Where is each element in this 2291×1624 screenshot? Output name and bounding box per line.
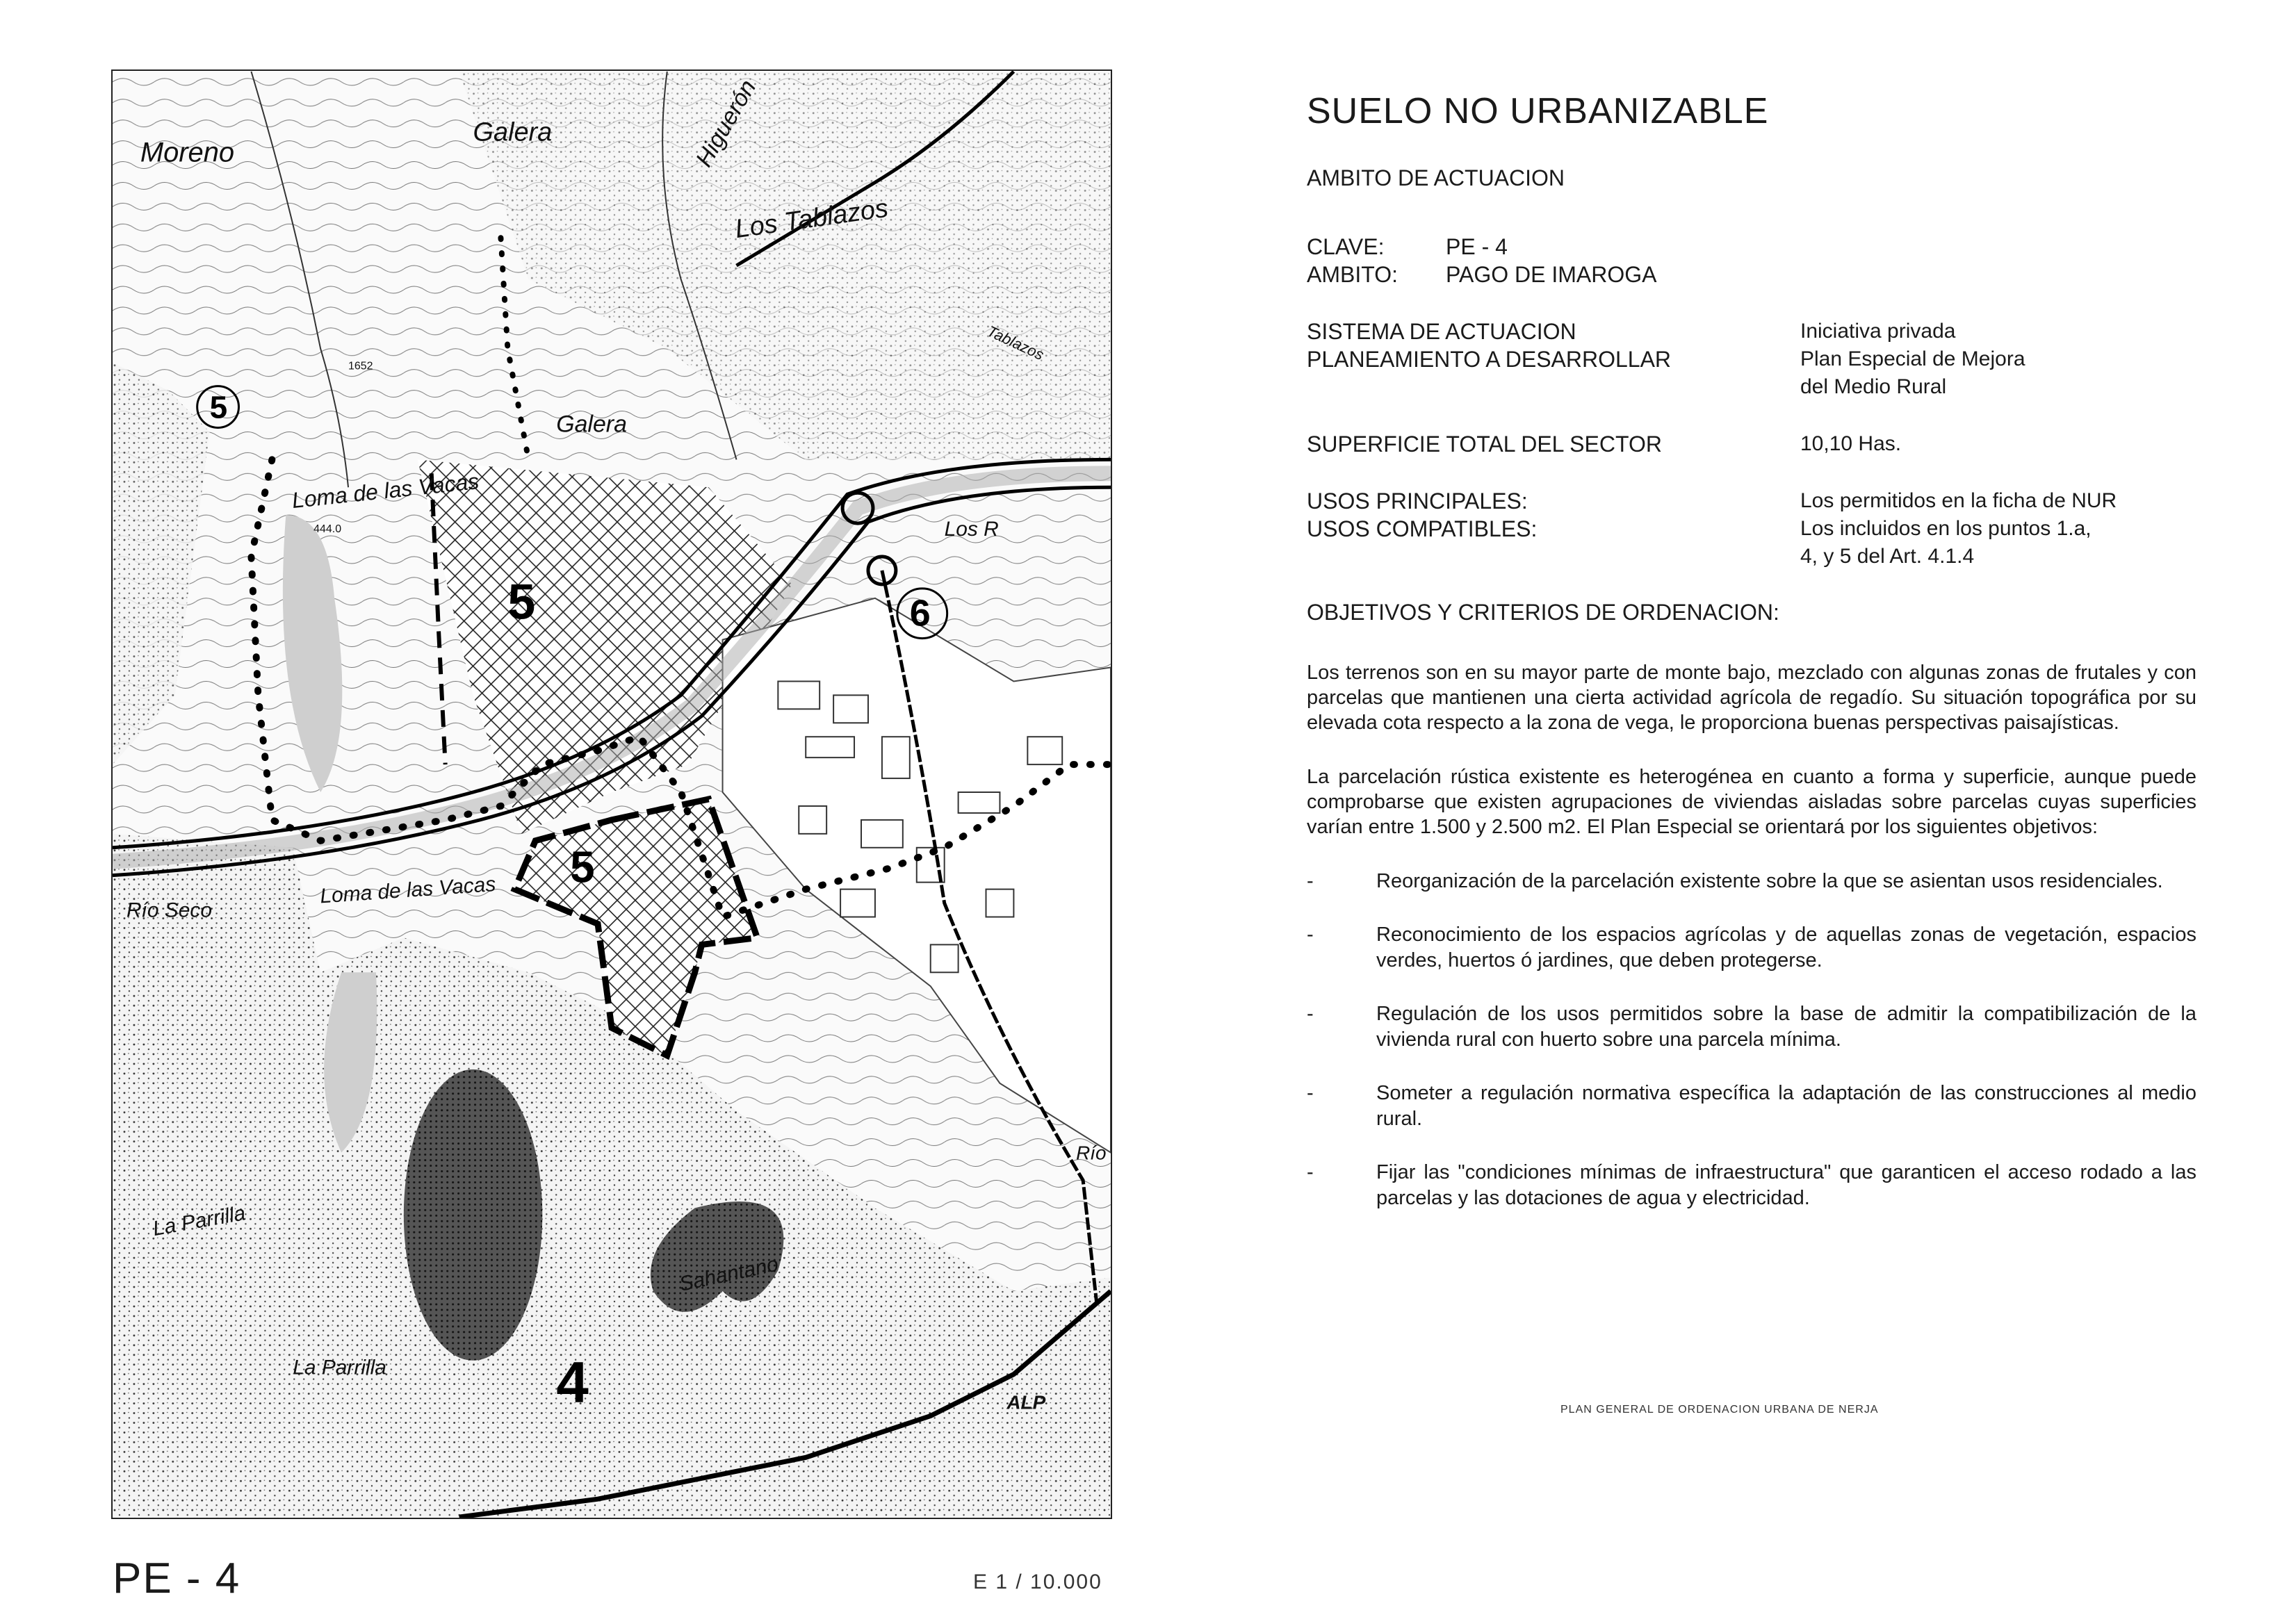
sistema-row: [1307, 318, 2196, 345]
sistema-value: Iniciativa privada: [1800, 320, 1956, 343]
sistema-label: SISTEMA DE ACTUACION: [1307, 319, 1576, 344]
list-item-text: Regulación de los usos permitidos sobre la base de admitir la compatibilización de la vivienda rural con huerto sobre una parcela mínima.: [1376, 1003, 2196, 1051]
planeamiento-value-line: Plan Especial de Mejora: [1800, 347, 2025, 370]
place-name: Río: [1076, 1142, 1107, 1164]
list-item: [1307, 1001, 2196, 1053]
objetivos-heading: OBJETIVOS Y CRITERIOS DE ORDENACION:: [1307, 600, 1779, 625]
place-name: Galera: [473, 117, 553, 147]
place-name: Tablazos: [984, 322, 1047, 364]
list-item: [1307, 1081, 2196, 1132]
zone-label: 5: [507, 574, 536, 630]
paragraph: Los terrenos son en su mayor parte de monte bajo, mezclado con algunas zonas de frutales y con parcelas que mantienen una cierta actividad agrícola de regadío. Su situación topográfica por su elevada cota respecto a la zona de vega, le proporciona buenas perspectivas paisajísticas.: [1307, 662, 2196, 734]
place-name: Loma de las Vacas: [291, 468, 480, 514]
clave-row: [1307, 233, 2196, 261]
zone-label: 5: [570, 842, 595, 892]
page-title: SUELO NO URBANIZABLE: [1307, 91, 1769, 131]
clave-value: PE - 4: [1446, 234, 1508, 259]
planeamiento-label: PLANEAMIENTO A DESARROLLAR: [1307, 347, 1672, 372]
zone-label: 5: [209, 388, 228, 425]
superficie-value: 10,10 Has.: [1800, 432, 1902, 455]
superficie-label: SUPERFICIE TOTAL DEL SECTOR: [1307, 432, 1662, 457]
list-item: [1307, 869, 2196, 894]
bullet-dash: -: [1307, 870, 1314, 892]
usos-compatibles-value-line: Los incluidos en los puntos 1.a,: [1800, 517, 2092, 540]
place-name: La Parrilla: [293, 1356, 386, 1379]
place-name: La Parrilla: [151, 1201, 247, 1241]
map-canvas: [113, 71, 1111, 1518]
usos-principales-value: Los permitidos en la ficha de NUR: [1800, 489, 2117, 512]
clave-label: CLAVE:: [1307, 234, 1385, 259]
usos-principales-row: [1307, 487, 2196, 515]
list-item-text: Fijar las "condiciones mínimas de infraestructura" que garanticen el acceso rodado a las parcelas y las dotaciones de agua y electricidad.: [1376, 1161, 2196, 1209]
place-name: Río Seco: [126, 899, 212, 922]
place-name: Galera: [556, 411, 627, 438]
ambito-label: AMBITO:: [1307, 262, 1398, 287]
usos-compatibles-value-line: 4, y 5 del Art. 4.1.4: [1800, 545, 1975, 568]
usos-compatibles-row: [1307, 515, 2196, 571]
list-item-text: Reconocimiento de los espacios agrícolas y de aquellas zonas de vegetación, espacios verdes, huertos ó jardines, que deben protegerse.: [1376, 924, 2196, 971]
dark-hill-west: [404, 1069, 542, 1361]
actuacion-block: [1307, 318, 2196, 401]
place-name: Higuerón: [690, 75, 762, 172]
bullet-dash: -: [1307, 1003, 1314, 1025]
ambito-row: [1307, 261, 2196, 288]
planeamiento-value-line: del Medio Rural: [1800, 375, 1947, 398]
bullet-dash: -: [1307, 1161, 1314, 1183]
usos-compatibles-label: USOS COMPATIBLES:: [1307, 516, 1538, 541]
place-name: Sahantano: [677, 1252, 781, 1296]
ambito-value: PAGO DE IMAROGA: [1446, 262, 1657, 287]
place-name: Moreno: [140, 137, 235, 168]
place-name: Loma de las Vacas: [319, 872, 497, 908]
superficie-block: [1307, 430, 2196, 458]
place-name: Los Tablazos: [733, 193, 890, 245]
list-item: [1307, 922, 2196, 974]
bullet-dash: -: [1307, 1082, 1314, 1104]
place-name: Los R: [944, 518, 999, 541]
list-item-text: Someter a regulación normativa específica la adaptación de las construcciones al medio rural.: [1376, 1082, 2196, 1130]
usos-compatibles-value: [1800, 515, 2196, 571]
identification-block: [1307, 233, 2196, 288]
planeamiento-value: [1800, 345, 2196, 401]
planeamiento-row: [1307, 345, 2196, 401]
superficie-row: [1307, 430, 2196, 458]
list-item: [1307, 1160, 2196, 1211]
list-item-text: Reorganización de la parcelación existente sobre la que se asientan usos residenciales.: [1376, 870, 2163, 892]
footer-note: PLAN GENERAL DE ORDENACION URBANA DE NERJA: [1560, 1404, 1879, 1416]
spot-height: 444.0: [313, 523, 342, 536]
zone-label: 6: [909, 592, 931, 634]
map-scale: E 1 / 10.000: [973, 1570, 1102, 1593]
place-name: ALP: [1006, 1391, 1046, 1413]
usos-block: [1307, 487, 2196, 571]
bullet-dash: -: [1307, 924, 1314, 946]
plate-code: PE - 4: [113, 1555, 241, 1602]
info-panel: [1307, 90, 2196, 1239]
section-subtitle: AMBITO DE ACTUACION: [1307, 165, 1565, 190]
objectives-list: [1307, 869, 2196, 1211]
spot-height: 1652: [348, 360, 373, 372]
paragraph: La parcelación rústica existente es heterogénea en cuanto a forma y superficie, aunque puede comprobarse que existen agrupaciones de viviendas aisladas sobre parcelas cuyas superficies varían entre 1.500 y 2.500 m2. El Plan Especial se orientará por los siguientes objetivos:: [1307, 766, 2196, 838]
zone-label: 4: [556, 1349, 589, 1415]
topographic-map: [111, 69, 1112, 1519]
usos-principales-label: USOS PRINCIPALES:: [1307, 489, 1528, 514]
